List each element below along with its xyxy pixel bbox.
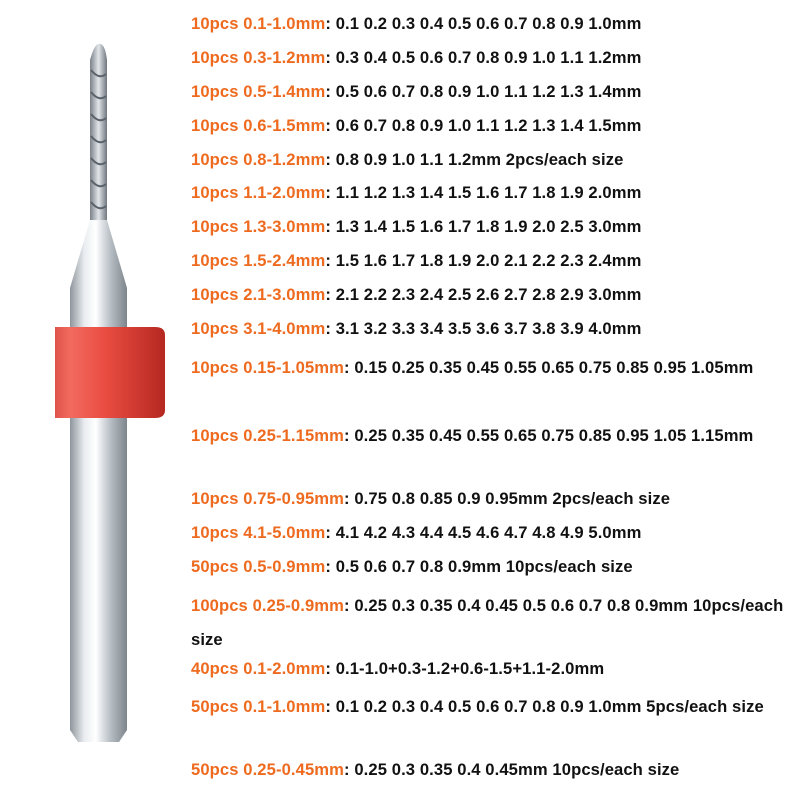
spec-label: 10pcs 1.1-2.0mm [191, 183, 326, 203]
spec-row: 10pcs 1.5-2.4mm: 1.5 1.6 1.7 1.8 1.9 2.0 2.1 2.2 2.3 2.4mm [191, 251, 642, 271]
spec-label: 40pcs 0.1-2.0mm [191, 658, 326, 678]
drill-shank-lower [70, 418, 127, 742]
spec-label: 10pcs 0.5-1.4mm [191, 81, 326, 101]
spec-values: 0.1 0.2 0.3 0.4 0.5 0.6 0.7 0.8 0.9 1.0mm [335, 14, 642, 33]
spec-label: 10pcs 1.5-2.4mm [191, 251, 326, 271]
spec-values: 1.1 1.2 1.3 1.4 1.5 1.6 1.7 1.8 1.9 2.0mm [335, 183, 642, 203]
spec-row: 10pcs 0.6-1.5mm: 0.6 0.7 0.8 0.9 1.0 1.1 1.2 1.3 1.4 1.5mm [191, 115, 642, 135]
spec-label: 10pcs 3.1-4.0mm [191, 319, 326, 339]
spec-values: 1.5 1.6 1.7 1.8 1.9 2.0 2.1 2.2 2.3 2.4mm [335, 251, 642, 271]
drill-flute [90, 44, 107, 220]
spec-row: 50pcs 0.5-0.9mm: 0.5 0.6 0.7 0.8 0.9mm 10pcs/each size [191, 556, 633, 576]
spec-values: 0.1-1.0+0.3-1.2+0.6-1.5+1.1-2.0mm [335, 658, 605, 678]
spec-values: 2.1 2.2 2.3 2.4 2.5 2.6 2.7 2.8 2.9 3.0mm [335, 285, 642, 305]
spec-label: 50pcs 0.5-0.9mm [191, 556, 326, 576]
spec-row: 10pcs 3.1-4.0mm: 3.1 3.2 3.3 3.4 3.5 3.6 3.7 3.8 3.9 4.0mm [191, 319, 642, 339]
spec-label: 10pcs 0.1-1.0mm [191, 14, 326, 33]
spec-row: 10pcs 0.15-1.05mm: 0.15 0.25 0.35 0.45 0.55 0.65 0.75 0.85 0.95 1.05mm [191, 357, 754, 377]
spec-label: 10pcs 2.1-3.0mm [191, 285, 326, 305]
drill-taper [70, 220, 127, 288]
spec-row: 10pcs 0.1-1.0mm: 0.1 0.2 0.3 0.4 0.5 0.6 0.7 0.8 0.9 1.0mm [191, 14, 642, 33]
spec-values: 4.1 4.2 4.3 4.4 4.5 4.6 4.7 4.8 4.9 5.0mm [335, 522, 642, 542]
spec-row: 10pcs 0.5-1.4mm: 0.5 0.6 0.7 0.8 0.9 1.0 1.1 1.2 1.3 1.4mm [191, 81, 642, 101]
spec-row: 50pcs 0.25-0.45mm: 0.25 0.3 0.35 0.4 0.45mm 10pcs/each size [191, 760, 680, 780]
drill-shank-upper [70, 288, 127, 330]
spec-label: 50pcs 0.25-0.45mm [191, 760, 344, 780]
spec-values: 0.25 0.35 0.45 0.55 0.65 0.75 0.85 0.95 1.05 1.15mm [354, 425, 754, 445]
spec-label: 50pcs 0.1-1.0mm [191, 697, 326, 717]
spec-row: 10pcs 1.3-3.0mm: 1.3 1.4 1.5 1.6 1.7 1.8 1.9 2.0 2.5 3.0mm [191, 217, 642, 237]
spec-label: 10pcs 0.75-0.95mm [191, 488, 344, 508]
spec-label: 100pcs 0.25-0.9mm [191, 595, 344, 615]
spec-values: 0.3 0.4 0.5 0.6 0.7 0.8 0.9 1.0 1.1 1.2mm [335, 47, 642, 67]
spec-row: 100pcs 0.25-0.9mm: 0.25 0.3 0.35 0.4 0.45 0.5 0.6 0.7 0.8 0.9mm 10pcs/each size [191, 595, 784, 649]
spec-row: 10pcs 1.1-2.0mm: 1.1 1.2 1.3 1.4 1.5 1.6 1.7 1.8 1.9 2.0mm [191, 183, 642, 203]
spec-label: 10pcs 0.6-1.5mm [191, 115, 326, 135]
spec-label: 10pcs 0.8-1.2mm [191, 149, 326, 169]
spec-label: 10pcs 0.3-1.2mm [191, 47, 326, 67]
spec-values: 0.25 0.3 0.35 0.4 0.45mm 10pcs/each size [354, 760, 680, 780]
spec-row: 10pcs 4.1-5.0mm: 4.1 4.2 4.3 4.4 4.5 4.6 4.7 4.8 4.9 5.0mm [191, 522, 642, 542]
spec-row: 40pcs 0.1-2.0mm: 0.1-1.0+0.3-1.2+0.6-1.5+1.1-2.0mm [191, 658, 605, 678]
spec-values: 0.8 0.9 1.0 1.1 1.2mm 2pcs/each size [335, 149, 624, 169]
drill-bit-illustration [55, 30, 165, 750]
spec-row: 10pcs 0.25-1.15mm: 0.25 0.35 0.45 0.55 0.65 0.75 0.85 0.95 1.05 1.15mm [191, 425, 754, 445]
spec-values: 0.15 0.25 0.35 0.45 0.55 0.65 0.75 0.85 0.95 1.05mm [354, 357, 754, 377]
spec-values: 3.1 3.2 3.3 3.4 3.5 3.6 3.7 3.8 3.9 4.0mm [335, 319, 642, 339]
spec-label: 10pcs 4.1-5.0mm [191, 522, 326, 542]
spec-label: 10pcs 0.25-1.15mm [191, 425, 344, 445]
spec-row: 10pcs 2.1-3.0mm: 2.1 2.2 2.3 2.4 2.5 2.6 2.7 2.8 2.9 3.0mm [191, 285, 642, 305]
spec-values: 0.5 0.6 0.7 0.8 0.9mm 10pcs/each size [335, 556, 633, 576]
spec-values: 0.25 0.3 0.35 0.4 0.45 0.5 0.6 0.7 0.8 0.9mm 10pcs/each size [191, 595, 784, 649]
spec-values: 1.3 1.4 1.5 1.6 1.7 1.8 1.9 2.0 2.5 3.0mm [335, 217, 642, 237]
red-collar [55, 327, 165, 418]
spec-row: 10pcs 0.8-1.2mm: 0.8 0.9 1.0 1.1 1.2mm 2pcs/each size [191, 149, 624, 169]
spec-values: 0.1 0.2 0.3 0.4 0.5 0.6 0.7 0.8 0.9 1.0mm 5pcs/each size [335, 697, 764, 717]
spec-values: 0.6 0.7 0.8 0.9 1.0 1.1 1.2 1.3 1.4 1.5mm [335, 115, 642, 135]
spec-row: 10pcs 0.3-1.2mm: 0.3 0.4 0.5 0.6 0.7 0.8 0.9 1.0 1.1 1.2mm [191, 47, 642, 67]
spec-label: 10pcs 1.3-3.0mm [191, 217, 326, 237]
spec-row: 10pcs 0.75-0.95mm: 0.75 0.8 0.85 0.9 0.95mm 2pcs/each size [191, 488, 671, 508]
drill-size-spec-list [191, 12, 797, 792]
spec-label: 10pcs 0.15-1.05mm [191, 357, 344, 377]
spec-values: 0.5 0.6 0.7 0.8 0.9 1.0 1.1 1.2 1.3 1.4mm [335, 81, 642, 101]
spec-row: 50pcs 0.1-1.0mm: 0.1 0.2 0.3 0.4 0.5 0.6 0.7 0.8 0.9 1.0mm 5pcs/each size [191, 697, 764, 717]
spec-values: 0.75 0.8 0.85 0.9 0.95mm 2pcs/each size [354, 488, 671, 508]
